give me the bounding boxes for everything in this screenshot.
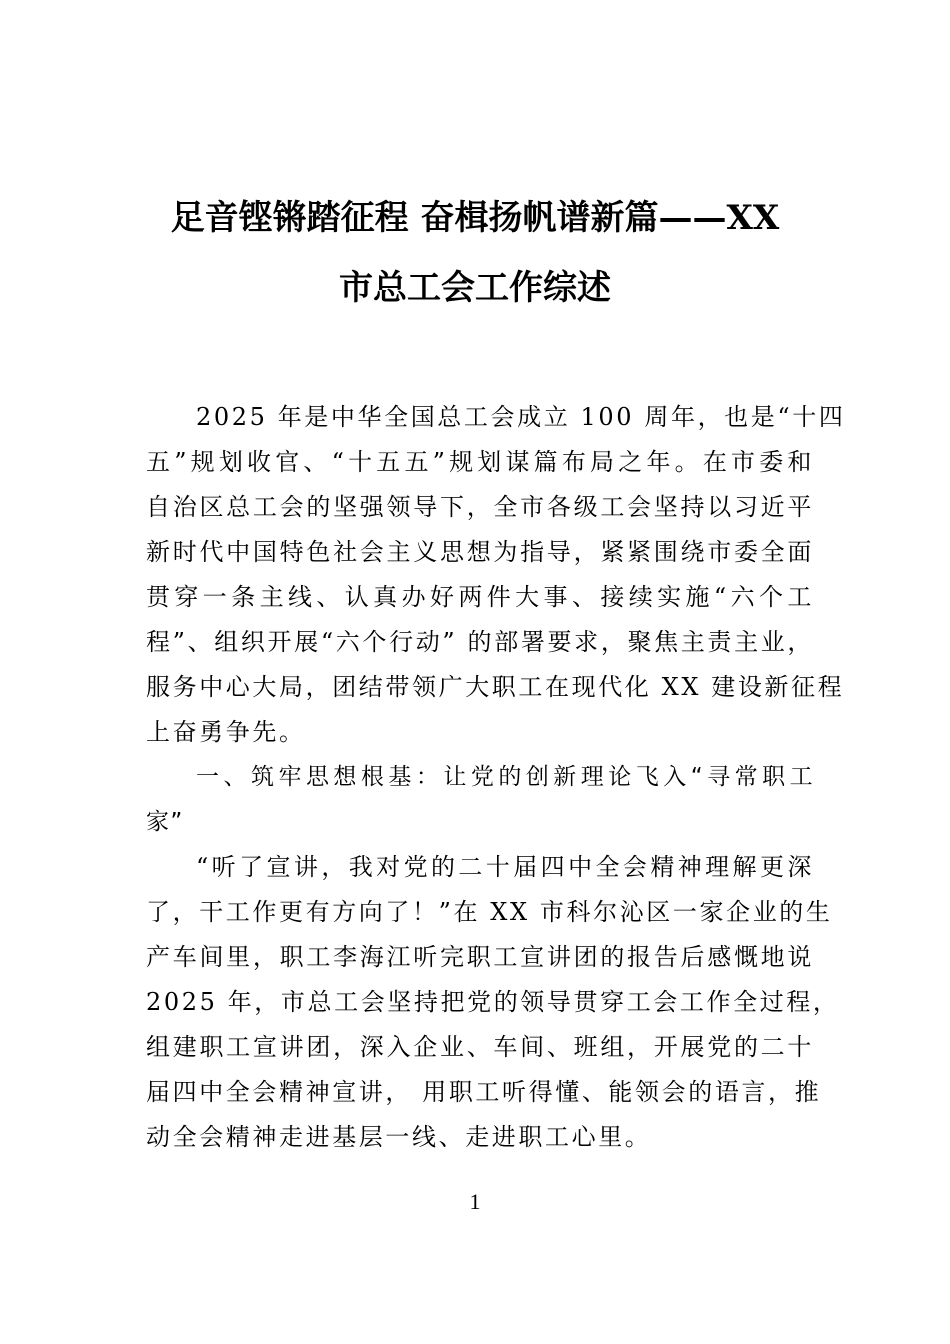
paragraph-1-line-6: 程”、组织开展“六个行动” 的部署要求，聚焦主责主业， xyxy=(146,628,814,656)
section-heading-line-2: 家” xyxy=(146,809,184,835)
paragraph-2-line-1: “听了宣讲，我对党的二十届四中全会精神理解更深 xyxy=(196,853,814,881)
document-title-line-1: 足音铿锵踏征程 奋楫扬帆谱新篇——XX xyxy=(170,198,780,238)
section-heading-line-1: 一、筑牢思想根基：让党的创新理论飞入“寻常职工 xyxy=(196,764,814,790)
paragraph-2-line-5: 组建职工宣讲团，深入企业、车间、班组，开展党的二十 xyxy=(146,1033,814,1061)
paragraph-2-line-7: 动全会精神走进基层一线、走进职工心里。 xyxy=(146,1123,652,1151)
paragraph-1-line-5: 贯穿一条主线、认真办好两件大事、接续实施“六个工 xyxy=(146,583,814,611)
paragraph-1-line-7: 服务中心大局，团结带领广大职工在现代化 XX 建设新征程 xyxy=(146,673,845,701)
paragraph-1-line-4: 新时代中国特色社会主义思想为指导，紧紧围绕市委全面 xyxy=(146,538,814,566)
paragraph-1-line-3: 自治区总工会的坚强领导下，全市各级工会坚持以习近平 xyxy=(146,493,814,521)
page-number: 1 xyxy=(469,1189,481,1214)
document-title-line-2: 市总工会工作综述 xyxy=(339,268,611,308)
paragraph-2-line-6: 届四中全会精神宣讲， 用职工听得懂、能领会的语言，推 xyxy=(146,1078,822,1106)
paragraph-1-line-8: 上奋勇争先。 xyxy=(146,718,306,746)
paragraph-2-line-2: 了，干工作更有方向了！”在 XX 市科尔沁区一家企业的生 xyxy=(146,898,833,926)
paragraph-1-line-1: 2025 年是中华全国总工会成立 100 周年，也是“十四 xyxy=(196,403,846,431)
paragraph-2-line-3: 产车间里，职工李海江听完职工宣讲团的报告后感慨地说 xyxy=(146,943,814,971)
paragraph-1-line-2: 五”规划收官、“十五五”规划谋篇布局之年。在市委和 xyxy=(146,448,814,476)
paragraph-2-line-4: 2025 年，市总工会坚持把党的领导贯穿工会工作全过程， xyxy=(146,988,840,1016)
